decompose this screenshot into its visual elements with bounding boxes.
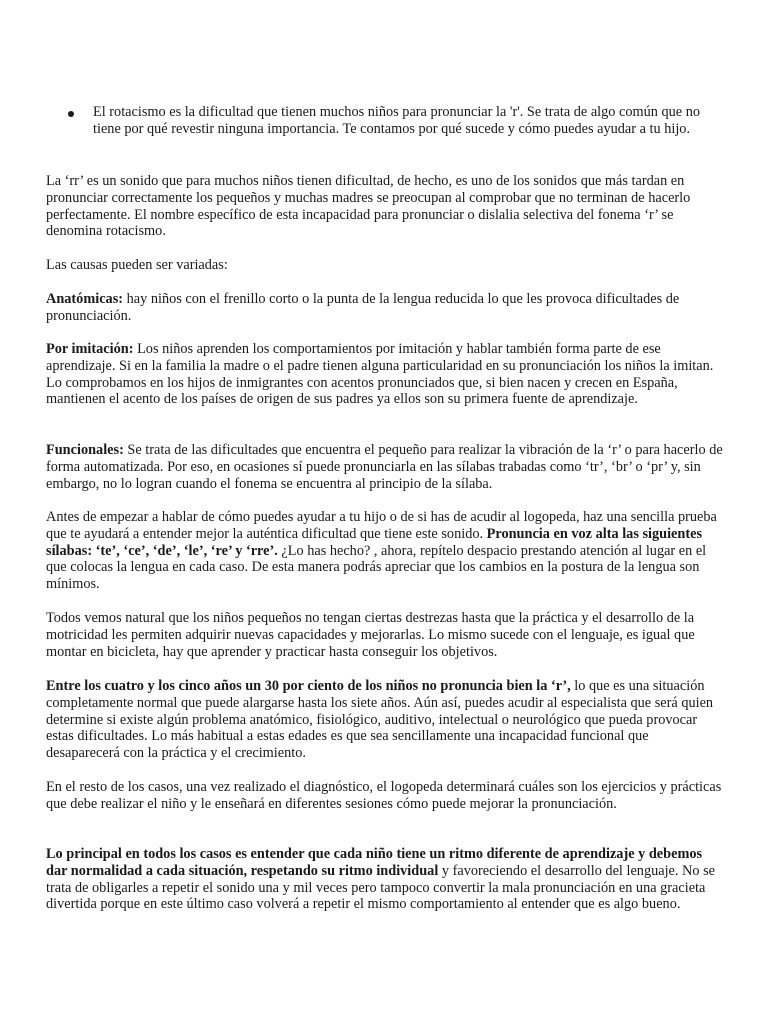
bold-edades: Entre los cuatro y los cinco años un 30 por ciento de los niños no pronuncia bien la ‘r’, bbox=[46, 678, 571, 694]
paragraph-edades bbox=[46, 678, 723, 762]
text-anatomicas: hay niños con el frenillo corto o la punta de la lengua reducida lo que les provoca dificultades de pronunciación. bbox=[46, 291, 680, 324]
text-prueba-2: ¿Lo has hecho? , ahora, repítelo despacio prestando atención al lugar en el que colocas la lengua en cada caso. De esta manera podrás apreciar que los cambios en la postura de la lengua son mínimos. bbox=[46, 542, 707, 593]
text-imitacion: Los niños aprenden los comportamientos por imitación y hablar también forma parte de ese aprendizaje. Si en la familia la madre o el padre tienen alguna particularidad en su pronunciación los niños la imitan. Lo comprobamos en los hijos de inmigrantes con acentos pronunciados que, si bien nacen y crecen en España, mantienen el acento de los países de origen de sus padres ya ellos son su primera fuente de aprendizaje. bbox=[46, 341, 714, 408]
paragraph-funcionales bbox=[46, 442, 723, 492]
text-prueba-1: Antes de empezar a hablar de cómo puedes ayudar a tu hijo o de si has de acudir al logopeda, haz una sencilla prueba que te ayudará a entender mejor la auténtica dificultad que tiene este sonido. bbox=[46, 509, 717, 542]
text-edades: lo que es una situación completamente normal que puede alargarse hasta los siete años. Aún así, puedes acudir al especialista que será quien determine si existe algún problema anatómico, fisiológico, auditivo, intelectual o neurológico que pueda provocar estas dificultades. Lo más habitual a estas edades es que sea sencillamente una incapacidad funcional que desaparecerá con la práctica y el crecimiento. bbox=[46, 678, 714, 762]
paragraph-imitacion bbox=[46, 341, 723, 408]
intro-bullet bbox=[93, 104, 723, 138]
paragraph-diagnostico: En el resto de los casos, una vez realizado el diagnóstico, el logopeda determinará cuáles son los ejercicios y prácticas que debe realizar el niño y le enseñará en diferentes sesiones cómo puede mejorar la pronunciación. bbox=[46, 779, 722, 812]
bold-silabas: Pronuncia en voz alta las siguientes sílabas: ‘te’, ‘ce’, ‘de’, ‘le’, ‘re’ y ‘rre’. bbox=[46, 525, 703, 559]
paragraph-conclusion bbox=[46, 846, 723, 913]
text-funcionales: Se trata de las dificultades que encuentra el pequeño para realizar la vibración de la ‘r’ o para hacerlo de forma automatizada. Por eso, en ocasiones sí puede pronunciarla en las sílabas trabadas como ‘tr’, ‘br’ o ‘pr’ y, sin embargo, no lo logran cuando el fonema se encuentra al principio de la sílaba. bbox=[46, 442, 723, 492]
heading-anatomicas: Anatómicas: bbox=[46, 291, 124, 307]
heading-funcionales: Funcionales: bbox=[46, 442, 124, 458]
heading-imitacion: Por imitación: bbox=[46, 341, 134, 357]
paragraph-causes: Las causas pueden ser variadas: bbox=[46, 257, 228, 273]
intro-bullet-text: El rotacismo es la dificultad que tienen muchos niños para pronunciar la 'r'. Se trata de algo común que no tiene por qué revestir ninguna importancia. Te contamos por qué sucede y cómo puedes ayudar a tu hijo. bbox=[93, 104, 701, 137]
text-conclusion: y favoreciendo el desarrollo del lenguaje. No se trata de obligarles a repetir el sonido una y mil veces pero tampoco convertir la mala pronunciación en una gracieta divertida porque en este último caso volverá a repetir el mismo comportamiento al entender que es algo bueno. bbox=[46, 862, 716, 913]
bullet-icon bbox=[68, 111, 74, 117]
paragraph-intro: La ‘rr’ es un sonido que para muchos niños tienen dificultad, de hecho, es uno de los sonidos que más tardan en pronunciar correctamente los pequeños y muchas madres se preocupan al comprobar que no terminan de hacerlo perfectamente. El nombre específico de esta incapacidad para pronunciar o dislalia selectiva del fonema ‘r’ se denomina rotacismo. bbox=[46, 173, 691, 240]
paragraph-anatomicas bbox=[46, 291, 723, 325]
bold-conclusion: Lo principal en todos los casos es entender que cada niño tiene un ritmo diferente de aprendizaje y debemos dar normalidad a cada situación, respetando su ritmo individual bbox=[46, 846, 703, 879]
paragraph-prueba bbox=[46, 509, 723, 593]
paragraph-destrezas: Todos vemos natural que los niños pequeños no tengan ciertas destrezas hasta que la práctica y el desarrollo de la motricidad les permiten adquirir nuevas capacidades y mejorarlas. Lo mismo sucede con el lenguaje, es igual que montar en bicicleta, hay que aprender y practicar hasta conseguir los objetivos. bbox=[46, 610, 695, 660]
